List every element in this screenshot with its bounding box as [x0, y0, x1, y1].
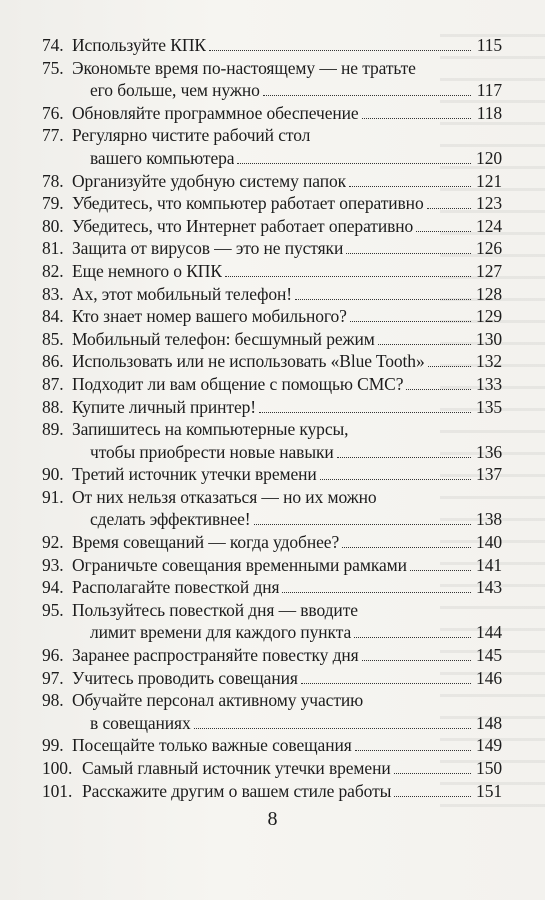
- toc-entry-page: 127: [476, 260, 502, 281]
- toc-entry-line: [42, 757, 502, 780]
- toc-entry: [42, 170, 502, 193]
- toc-entry: [42, 576, 502, 599]
- toc-entry-number: 94.: [42, 577, 64, 598]
- toc-entry-title: Убедитесь, что компьютер работает оперативно: [72, 193, 424, 214]
- dot-leader: [378, 343, 471, 345]
- toc-entry-page: 140: [476, 532, 502, 553]
- toc-entry-line: [42, 734, 502, 757]
- toc-entry-number: 74.: [42, 35, 64, 55]
- toc-entry-line: [42, 147, 502, 170]
- dot-leader: [259, 411, 471, 413]
- toc-entry-title: Время совещаний — когда удобнее?: [72, 532, 340, 553]
- dot-leader: [410, 569, 471, 571]
- toc-entry-page: 136: [476, 441, 502, 462]
- toc-entry-title: Использовать или не использовать «Blue Tooth»: [72, 351, 425, 372]
- toc-entry-line: [42, 712, 502, 735]
- toc-entry-page: 145: [476, 645, 502, 666]
- toc-entry-page: 150: [476, 758, 502, 778]
- toc-entry-number: 93.: [42, 554, 64, 575]
- toc-entry-number: 79.: [42, 193, 64, 214]
- toc-entry-title: Организуйте удобную систему папок: [72, 170, 347, 191]
- toc-entry-page: 137: [476, 464, 502, 485]
- toc-entry-page: 148: [476, 712, 502, 733]
- toc-entry-page: 115: [476, 35, 502, 55]
- toc-entry-page: 124: [476, 215, 502, 236]
- toc-entry-line: [42, 124, 502, 147]
- dot-leader: [263, 94, 471, 96]
- toc-entry: [42, 486, 502, 531]
- toc-entry-number: 87.: [42, 373, 64, 394]
- toc-entry-line: [42, 79, 502, 102]
- toc-entry-line: [42, 780, 502, 803]
- toc-entry-number: 97.: [42, 667, 64, 688]
- toc-entry-line: [42, 508, 502, 531]
- toc-entry-page: 118: [476, 102, 502, 123]
- toc-entry-title: чтобы приобрести новые навыки: [90, 441, 334, 462]
- toc-entry-line: [42, 305, 502, 328]
- toc-entry-title: в совещаниях: [90, 712, 191, 733]
- dot-leader: [427, 207, 471, 209]
- toc-entry: [42, 689, 502, 734]
- toc-entry-title: Учитесь проводить совещания: [72, 667, 298, 688]
- toc-entry-page: 117: [476, 80, 502, 101]
- dot-leader: [394, 795, 471, 797]
- toc-entry-number: 92.: [42, 532, 64, 553]
- toc-entry-title: Обновляйте программное обеспечение: [72, 102, 359, 123]
- toc-entry: [42, 237, 502, 260]
- toc-entry: [42, 554, 502, 577]
- toc-entry: [42, 418, 502, 463]
- toc-entry: [42, 57, 502, 102]
- toc-entry-title: Мобильный телефон: бесшумный режим: [72, 328, 375, 349]
- toc-entry-page: 120: [476, 147, 502, 168]
- toc-entry-title: От них нельзя отказаться — но их можно: [72, 486, 377, 507]
- toc-entry-page: 133: [476, 373, 502, 394]
- toc-entry: [42, 102, 502, 125]
- toc-entry-number: 83.: [42, 283, 64, 304]
- toc-entry-page: 144: [476, 622, 502, 643]
- dot-leader: [282, 591, 471, 593]
- toc-entry-line: [42, 102, 502, 125]
- toc-entry-number: 84.: [42, 306, 64, 327]
- toc-entry-number: 85.: [42, 328, 64, 349]
- toc-entry-number: 82.: [42, 260, 64, 281]
- toc-entry-title: сделать эффективнее!: [90, 509, 251, 530]
- toc-entry-title: Обучайте персонал активному участию: [72, 690, 364, 711]
- toc-entry: [42, 667, 502, 690]
- toc-entry-page: 129: [476, 306, 502, 327]
- toc-entry-line: [42, 192, 502, 215]
- toc-entry-number: 95.: [42, 599, 64, 620]
- dot-leader: [355, 749, 471, 751]
- toc-entry-line: [42, 34, 502, 57]
- toc-entry-line: [42, 237, 502, 260]
- dot-leader: [254, 523, 471, 525]
- toc-entry-title: Пользуйтесь повесткой дня — вводите: [72, 599, 358, 620]
- dot-leader: [342, 546, 471, 548]
- toc-entry-number: 91.: [42, 486, 64, 507]
- toc-entry-line: [42, 418, 502, 441]
- dot-leader: [237, 162, 471, 164]
- toc-entry-number: 98.: [42, 690, 64, 711]
- dot-leader: [362, 117, 471, 119]
- toc-entry-title: Ограничьте совещания временными рамками: [72, 554, 407, 575]
- toc-entry-title: Экономьте время по-настоящему — не тратьте: [72, 57, 416, 78]
- toc-entry-page: 121: [476, 170, 502, 191]
- toc-entry-line: [42, 644, 502, 667]
- toc-entry: [42, 124, 502, 169]
- toc-entry-page: 126: [476, 238, 502, 259]
- page-number: 8: [267, 808, 278, 830]
- dot-leader: [337, 456, 471, 458]
- dot-leader: [320, 478, 471, 480]
- toc-entry-title: Используйте КПК: [72, 35, 206, 55]
- dot-leader: [225, 275, 471, 277]
- dot-leader: [194, 727, 471, 729]
- toc-entry-title: его больше, чем нужно: [90, 80, 260, 101]
- toc-entry-number: 89.: [42, 419, 64, 440]
- toc-entry-number: 90.: [42, 464, 64, 485]
- toc-entry-page: 123: [476, 193, 502, 214]
- toc-entry-line: [42, 463, 502, 486]
- dot-leader: [362, 659, 471, 661]
- toc-entry-page: 141: [476, 554, 502, 575]
- toc-entry-line: [42, 576, 502, 599]
- toc-entry-title: Третий источник утечки времени: [72, 464, 317, 485]
- toc-entry-title: Кто знает номер вашего мобильного?: [72, 306, 347, 327]
- toc-entry: [42, 373, 502, 396]
- toc-entry-page: 130: [476, 328, 502, 349]
- toc-entry: [42, 396, 502, 419]
- toc-entry-line: [42, 621, 502, 644]
- toc-entry-number: 88.: [42, 396, 64, 417]
- toc-entry-title: Располагайте повесткой дня: [72, 577, 280, 598]
- toc-entry-title: Посещайте только важные совещания: [72, 735, 352, 756]
- toc-entry-title: Убедитесь, что Интернет работает оперативно: [72, 215, 414, 236]
- toc-entry: [42, 734, 502, 757]
- toc-entry-line: [42, 486, 502, 509]
- toc-entry-page: 151: [476, 780, 502, 801]
- toc-entry-number: 76.: [42, 102, 64, 123]
- toc-entry-title: Запишитесь на компьютерные курсы,: [72, 419, 349, 440]
- dot-leader: [354, 636, 471, 638]
- dot-leader: [428, 365, 471, 367]
- toc-entry: [42, 780, 502, 803]
- toc-entry: [42, 757, 502, 780]
- toc-entry-number: 77.: [42, 125, 64, 146]
- toc-entry-number: 80.: [42, 215, 64, 236]
- toc-entry-number: 99.: [42, 735, 64, 756]
- toc-entry-page: 146: [476, 667, 502, 688]
- toc-entry: [42, 192, 502, 215]
- toc-entry-line: [42, 57, 502, 80]
- toc-entry: [42, 328, 502, 351]
- toc-entry-title: Ах, этот мобильный телефон!: [72, 283, 292, 304]
- toc-entry-page: 149: [476, 735, 502, 756]
- toc-entry-line: [42, 667, 502, 690]
- toc-entry-line: [42, 373, 502, 396]
- dot-leader: [416, 230, 471, 232]
- toc-entry-line: [42, 531, 502, 554]
- toc-entry-line: [42, 350, 502, 373]
- toc-entry-line: [42, 328, 502, 351]
- dot-leader: [346, 252, 471, 254]
- toc-entry-page: 128: [476, 283, 502, 304]
- toc-entry-number: 96.: [42, 645, 64, 666]
- toc-entry-page: 143: [476, 577, 502, 598]
- toc-entry-number: 75.: [42, 57, 64, 78]
- toc-entry-line: [42, 260, 502, 283]
- toc-entry-title: Заранее распространяйте повестку дня: [72, 645, 359, 666]
- toc-entry-title: вашего компьютера: [90, 147, 235, 168]
- toc-entry: [42, 305, 502, 328]
- dot-leader: [301, 682, 471, 684]
- toc-entry-page: 135: [476, 396, 502, 417]
- toc-entry-number: 100.: [42, 758, 73, 778]
- toc-entry: [42, 260, 502, 283]
- dot-leader: [406, 388, 471, 390]
- toc-entry-title: Защита от вирусов — это не пустяки: [72, 238, 344, 259]
- toc-entry-title: лимит времени для каждого пункта: [90, 622, 352, 643]
- toc-entry: [42, 350, 502, 373]
- dot-leader: [349, 185, 471, 187]
- toc-entry-title: Самый главный источник утечки времени: [82, 758, 391, 778]
- toc-entry: [42, 215, 502, 238]
- toc-entry-line: [42, 441, 502, 464]
- toc-entry: [42, 34, 502, 57]
- toc-entry-line: [42, 170, 502, 193]
- toc-entry-line: [42, 396, 502, 419]
- toc-entry-line: [42, 215, 502, 238]
- toc-entry: [42, 531, 502, 554]
- dot-leader: [394, 772, 471, 774]
- toc-entry-number: 78.: [42, 170, 64, 191]
- toc-entry-number: 86.: [42, 351, 64, 372]
- toc-entry: [42, 283, 502, 306]
- toc-entry-title: Регулярно чистите рабочий стол: [72, 125, 311, 146]
- toc-entry-line: [42, 283, 502, 306]
- toc-entry: [42, 644, 502, 667]
- toc-entry-title: Еще немного о КПК: [72, 260, 222, 281]
- toc-entry-title: Купите личный принтер!: [72, 396, 257, 417]
- toc-entry-title: Расскажите другим о вашем стиле работы: [82, 780, 392, 801]
- toc-entry-title: Подходит ли вам общение с помощью СМС?: [72, 373, 404, 394]
- dot-leader: [209, 49, 471, 51]
- dot-leader: [350, 320, 471, 322]
- toc-entry-page: 132: [476, 351, 502, 372]
- toc-entry: [42, 463, 502, 486]
- toc-entry: [42, 599, 502, 644]
- toc-entry-number: 81.: [42, 238, 64, 259]
- toc-entry-page: 138: [476, 509, 502, 530]
- dot-leader: [295, 298, 471, 300]
- table-of-contents: [42, 34, 502, 802]
- toc-entry-line: [42, 554, 502, 577]
- toc-entry-line: [42, 689, 502, 712]
- toc-entry-line: [42, 599, 502, 622]
- toc-entry-number: 101.: [42, 780, 73, 801]
